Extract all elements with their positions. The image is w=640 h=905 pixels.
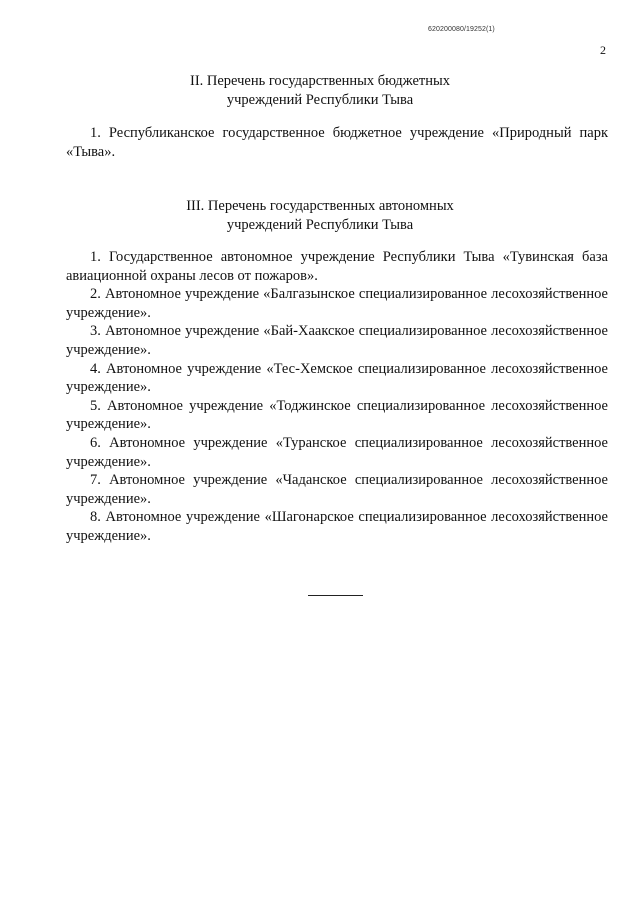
list-item: 5. Автономное учреждение «Тоджинское специализированное лесохозяйственное учреждение».	[66, 397, 608, 433]
section-3-list	[66, 248, 608, 546]
list-item: 3. Автономное учреждение «Бай-Хаакское специализированное лесохозяйственное учреждение».	[66, 323, 608, 358]
list-item: 7. Автономное учреждение «Чаданское специализированное лесохозяйственное учреждение».	[66, 472, 608, 507]
end-of-document-rule	[308, 595, 363, 596]
section-2-heading	[0, 72, 640, 110]
list-item: 1. Республиканское государственное бюджетное учреждение «Природный парк «Тыва».	[66, 125, 608, 160]
list-item: 4. Автономное учреждение «Тес-Хемское специализированное лесохозяйственное учреждение».	[66, 360, 608, 396]
section-3-heading	[0, 197, 640, 235]
list-item: 1. Государственное автономное учреждение Республики Тыва «Тувинская база авиационной охраны лесов от пожаров».	[66, 249, 608, 284]
list-item: 8. Автономное учреждение «Шагонарское специализированное лесохозяйственное учреждение».	[66, 509, 608, 544]
document-code: 620200080/19252(1)	[428, 26, 495, 33]
section-3-heading-line-1: III. Перечень государственных автономных	[186, 198, 454, 214]
section-3-heading-line-2: учреждений Республики Тыва	[226, 217, 414, 233]
section-2-heading-line-2: учреждений Республики Тыва	[226, 92, 414, 108]
section-2-heading-line-1: II. Перечень государственных бюджетных	[189, 73, 451, 89]
section-2-list	[66, 124, 608, 161]
list-item: 6. Автономное учреждение «Туранское специализированное лесохозяйственное учреждение».	[66, 434, 608, 470]
page-number: 2	[600, 43, 606, 57]
list-item: 2. Автономное учреждение «Балгазынское специализированное лесохозяйственное учреждение».	[66, 286, 608, 321]
